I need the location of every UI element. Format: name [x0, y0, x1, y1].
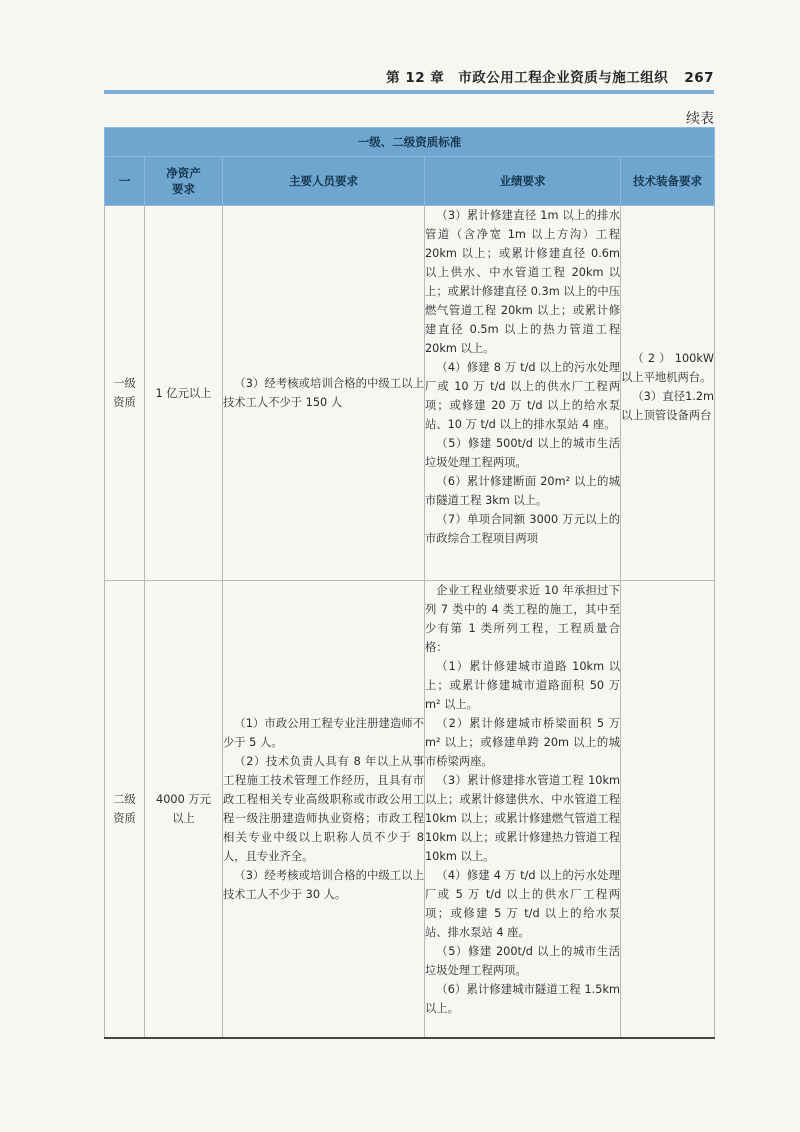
- column-header: 业绩要求: [425, 157, 621, 206]
- performance-cell: [425, 581, 621, 1039]
- performance-cell: [425, 206, 621, 581]
- column-header: 主要人员要求: [223, 157, 425, 206]
- net-assets-cell: [145, 581, 223, 1039]
- performance-item: （3）累计修建排水管道工程 10km 以上；或累计修建供水、中水管道工程 10km 以上；或累计修建燃气管道工程 10km 以上；或累计修建热力管道工程 10km 以上。: [425, 774, 620, 863]
- performance-item: （5）修建 500t/d 以上的城市生活垃圾处理工程两项。: [425, 437, 620, 469]
- grade-label: 二级资质: [113, 793, 136, 825]
- page-number: 267: [684, 70, 714, 86]
- performance-item: （1）累计修建城市道路 10km 以上；或累计修建城市道路面积 50 万 m² 以上。: [425, 660, 620, 711]
- header-rule: [104, 90, 714, 94]
- staff-item: （1）市政公用工程专业注册建造师不少于 5 人。: [223, 717, 424, 749]
- net-assets-cell: [145, 206, 223, 581]
- qualification-table: [104, 127, 715, 1039]
- grade-cell: [105, 581, 145, 1039]
- performance-item: （5）修建 200t/d 以上的城市生活垃圾处理工程两项。: [425, 945, 620, 977]
- performance-item: （7）单项合同额 3000 万元以上的市政综合工程项目两项: [425, 513, 620, 545]
- equipment-cell: [621, 581, 715, 1039]
- chapter-title: 第 12 章 市政公用工程企业资质与施工组织: [386, 70, 669, 86]
- performance-item: （4）修建 4 万 t/d 以上的污水处理厂或 5 万 t/d 以上的供水厂工程两项；或修建 5 万 t/d 以上的给水泵站、排水泵站 4 座。: [425, 869, 620, 939]
- staff-cell: [223, 206, 425, 581]
- staff-item: （3）经考核或培训合格的中级工以上技术工人不少于 150 人: [223, 377, 424, 409]
- table-row: [105, 581, 715, 1039]
- page-header: [104, 66, 714, 92]
- net-assets-value: 1 亿元以上: [155, 386, 212, 400]
- performance-item: （4）修建 8 万 t/d 以上的污水处理厂或 10 万 t/d 以上的供水厂工程两项；或修建 20 万 t/d 以上的给水泵站、10 万 t/d 以上的排水泵站 4 座。: [425, 361, 620, 431]
- net-assets-value: 4000 万元以上: [156, 793, 211, 825]
- performance-item: 企业工程业绩要求近 10 年承担过下列 7 类中的 4 类工程的施工，其中至少有第 1 类所列工程，工程质量合格：: [425, 584, 620, 654]
- column-header: 一: [105, 157, 145, 206]
- column-header: 技术装备要求: [621, 157, 715, 206]
- equipment-item: （2）100kW 以上平地机两台。: [621, 352, 715, 384]
- grade-label: 一级资质: [113, 377, 136, 409]
- continued-label: 续表: [686, 111, 714, 127]
- staff-cell: [223, 581, 425, 1039]
- table-group-title: 一级、二级资质标准: [105, 128, 715, 157]
- table-row: [105, 206, 715, 581]
- equipment-cell: [621, 206, 715, 581]
- performance-item: （3）累计修建直径 1m 以上的排水管道（含净宽 1m 以上方沟）工程 20km 以上；或累计修建直径 0.6m 以上供水、中水管道工程 20km 以上；或累计修建直径 0.3m 以上的中压燃气管道工程 20km 以上；或累计修建直径 0.5m 以上的热力管道工程 20km 以上。: [425, 209, 620, 355]
- performance-item: （2）累计修建城市桥梁面积 5 万 m² 以上；或修建单跨 20m 以上的城市桥梁两座。: [425, 717, 620, 768]
- equipment-item: （3）直径1.2m 以上顶管设备两台: [621, 390, 715, 422]
- performance-item: （6）累计修建城市隧道工程 1.5km 以上。: [425, 983, 620, 1015]
- column-header: 净资产要求: [145, 157, 223, 206]
- staff-item: （3）经考核或培训合格的中级工以上技术工人不少于 30 人。: [223, 869, 424, 901]
- performance-item: （6）累计修建断面 20m² 以上的城市隧道工程 3km 以上。: [425, 475, 620, 507]
- running-head: [386, 66, 714, 86]
- staff-item: （2）技术负责人具有 8 年以上从事工程施工技术管理工作经历，且具有市政工程相关专业高级职称或市政公用工程一级注册建造师执业资格；市政工程相关专业中级以上职称人员不少于 8 人，且专业齐全。: [223, 755, 424, 863]
- grade-cell: [105, 206, 145, 581]
